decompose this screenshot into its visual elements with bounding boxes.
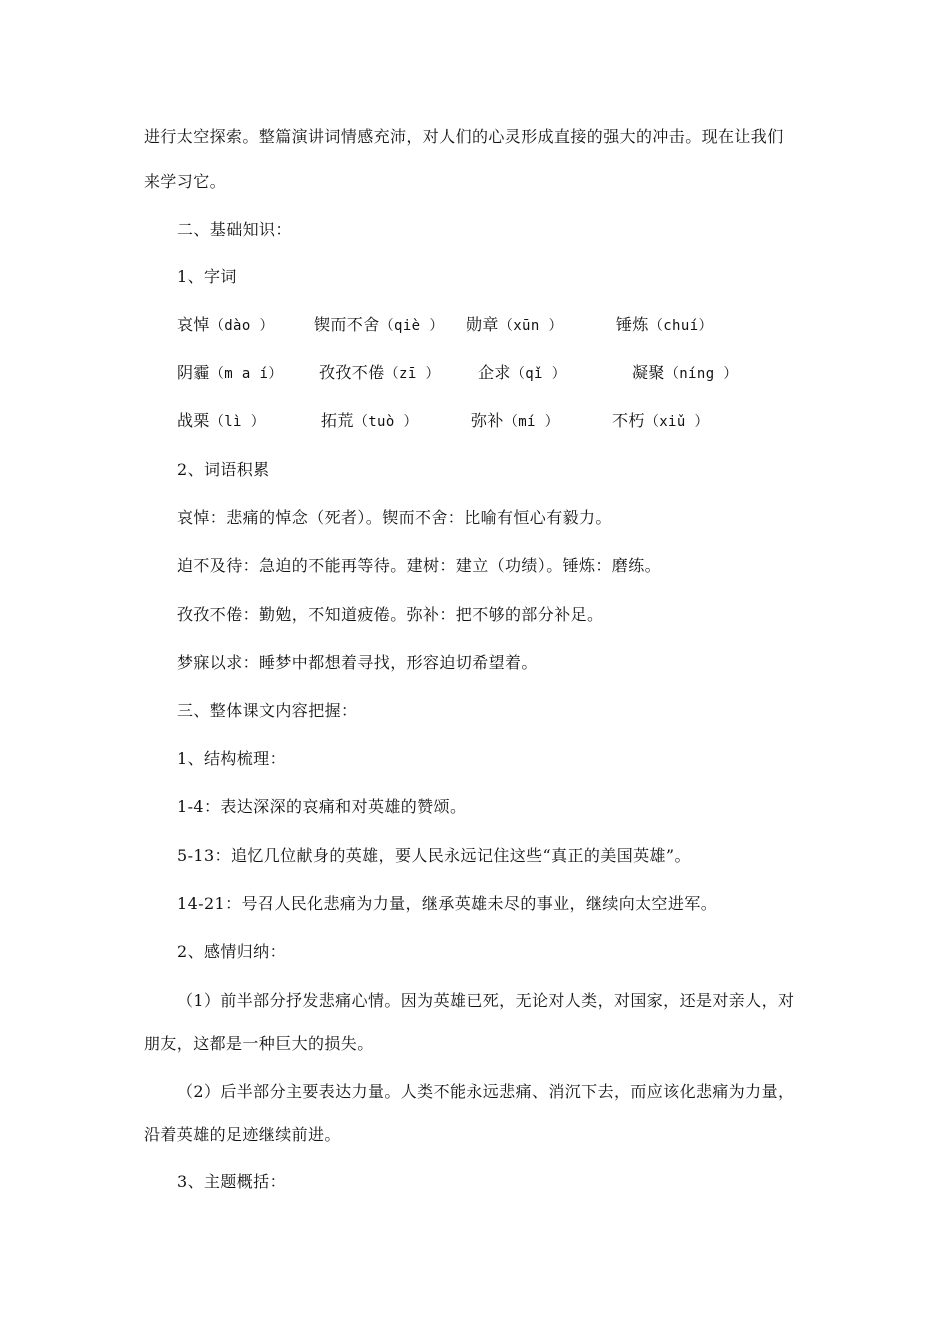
emotion-paragraph-2-line-1: （2）后半部分主要表达力量。人类不能永远悲痛、消沉下去，而应该化悲痛为力量， [177, 1082, 795, 1101]
section-heading-basic-knowledge: 二、基础知识： [177, 220, 292, 239]
subheading-vocabulary: 1、字词 [177, 267, 237, 286]
word-definition-line: 梦寐以求：睡梦中都想着寻找，形容迫切希望着。 [177, 653, 538, 672]
vocab-term: 企求（qǐ ） [478, 363, 567, 382]
emotion-paragraph-1-line-1: （1）前半部分抒发悲痛心情。因为英雄已死，无论对人类，对国家，还是对亲人，对 [177, 991, 795, 1010]
word-definition-line: 迫不及待：急迫的不能再等待。建树：建立（功绩）。锤炼：磨练。 [177, 556, 662, 575]
vocab-term: 凝聚（níng ） [632, 363, 738, 382]
emotion-paragraph-2-line-2: 沿着英雄的足迹继续前进。 [144, 1125, 341, 1144]
vocab-term: 锲而不舍（qiè ） [314, 315, 444, 334]
emotion-paragraph-1-line-2: 朋友，这都是一种巨大的损失。 [144, 1034, 374, 1053]
intro-line-2: 来学习它。 [144, 172, 227, 191]
vocab-term: 哀悼（dào ） [177, 315, 274, 334]
section-heading-text-content: 三、整体课文内容把握： [177, 701, 358, 720]
subheading-structure: 1、结构梳理： [177, 749, 286, 768]
vocab-term: 拓荒（tuò ） [321, 411, 418, 430]
subheading-emotion-summary: 2、感情归纳： [177, 942, 286, 961]
word-definition-line: 哀悼：悲痛的悼念（死者）。锲而不舍：比喻有恒心有毅力。 [177, 508, 612, 527]
vocab-term: 孜孜不倦（zī ） [319, 363, 440, 382]
structure-line: 14-21：号召人民化悲痛为力量，继承英雄未尽的事业，继续向太空进军。 [177, 894, 718, 913]
vocab-term: 锤炼（chuí） [616, 315, 713, 334]
structure-line: 5-13：追忆几位献身的英雄，要人民永远记住这些“真正的美国英雄”。 [177, 846, 691, 865]
structure-line: 1-4：表达深深的哀痛和对英雄的赞颂。 [177, 797, 467, 816]
word-definition-line: 孜孜不倦：勤勉，不知道疲倦。弥补：把不够的部分补足。 [177, 605, 604, 624]
subheading-theme-summary: 3、主题概括： [177, 1172, 286, 1191]
vocab-term: 勋章（xūn ） [466, 315, 563, 334]
vocab-term: 弥补（mí ） [471, 411, 560, 430]
vocab-term: 战栗（lì ） [177, 411, 266, 430]
vocab-term: 阴霾（m a í） [177, 363, 283, 382]
intro-line-1: 进行太空探索。整篇演讲词情感充沛，对人们的心灵形成直接的强大的冲击。现在让我们 [144, 127, 784, 146]
subheading-word-accumulation: 2、词语积累 [177, 460, 270, 479]
vocab-term: 不朽（xiǔ ） [612, 411, 709, 430]
